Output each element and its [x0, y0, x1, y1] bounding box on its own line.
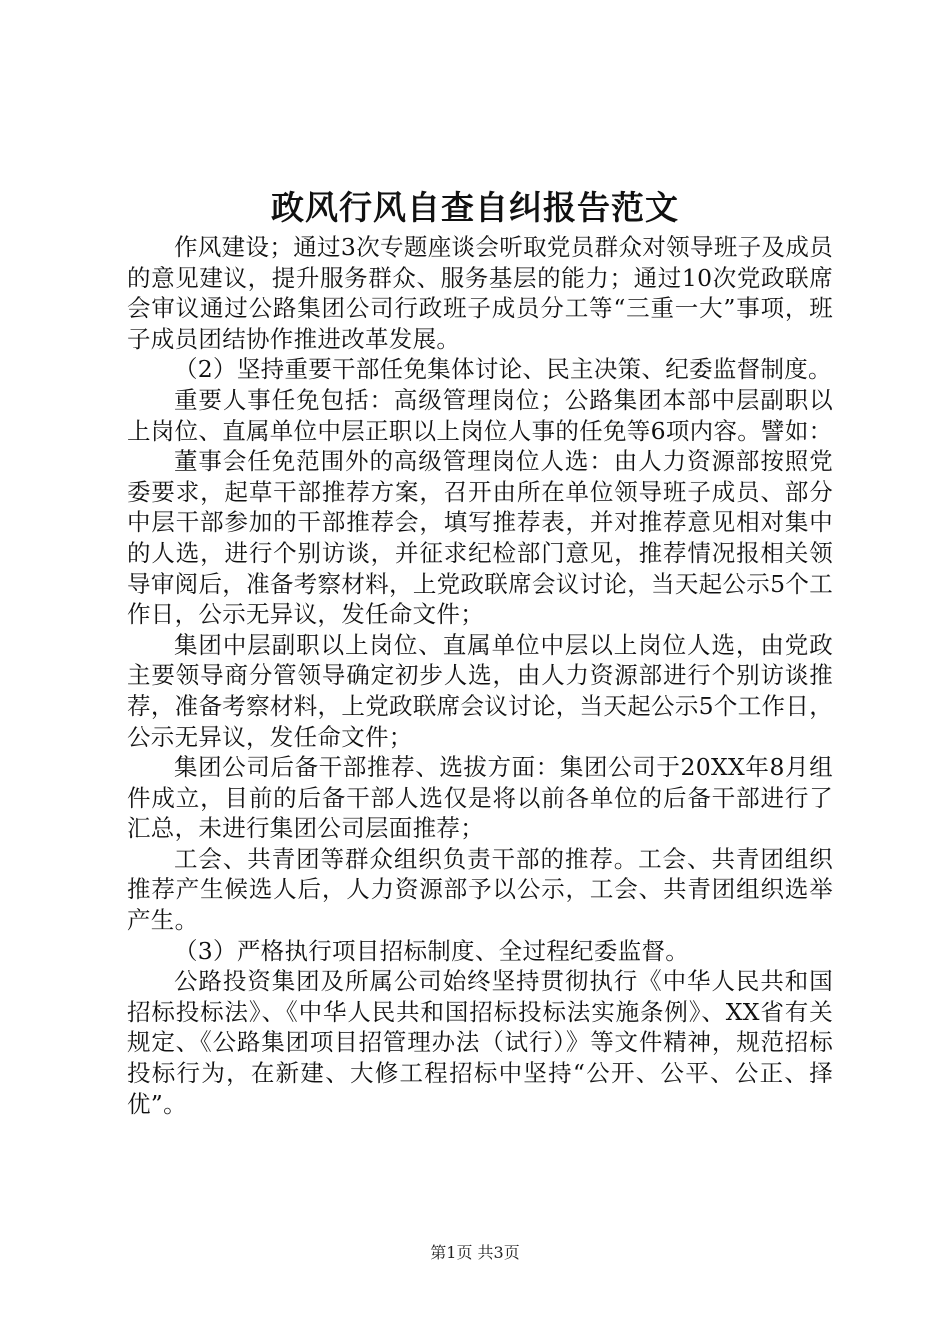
paragraph-section-3-heading: （3）严格执行项目招标制度、全过程纪委监督。	[174, 936, 690, 965]
paragraph-personnel-appointments: 重要人事任免包括：高级管理岗位；公路集团本部中层副职以上岗位、直属单位中层正职以上岗位人事的任免等6项内容。譬如：	[127, 385, 833, 445]
paragraph-work-style: 作风建设；通过3次专题座谈会听取党员群众对领导班子及成员的意见建议，提升服务群众、服务基层的能力；通过10次党政联席会审议通过公路集团公司行政班子成员分工等“三重一大”事项，班子成员团结协作推进改革发展。	[127, 233, 833, 353]
paragraph-mass-organizations: 工会、共青团等群众组织负责干部的推荐。工会、共青团组织推荐产生候选人后，人力资源部予以公示，工会、共青团组织选举产生。	[127, 844, 833, 935]
document-title: 政风行风自查自纠报告范文	[271, 188, 679, 227]
document-body	[127, 232, 833, 1119]
paragraph-bidding-law: 公路投资集团及所属公司始终坚持贯彻执行《中华人民共和国招标投标法》、《中华人民共和国招标投标法实施条例》、XX省有关规定、《公路集团项目招管理办法（试行）》等文件精神，规范招标投标行为，在新建、大修工程招标中坚持“公开、公平、公正、择优”。	[127, 967, 833, 1118]
paragraph-reserve-cadres: 集团公司后备干部推荐、选拔方面：集团公司于20XX年8月组件成立，目前的后备干部人选仅是将以前各单位的后备干部进行了汇总，未进行集团公司层面推荐；	[127, 753, 833, 843]
paragraph-section-2-heading: （2）坚持重要干部任免集体讨论、民主决策、纪委监督制度。	[174, 355, 832, 384]
paragraph-senior-management-selection: 董事会任免范围外的高级管理岗位人选：由人力资源部按照党委要求，起草干部推荐方案，召开由所在单位领导班子成员、部分中层干部参加的干部推荐会，填写推荐表，并对推荐意见相对集中的人选，进行个别访谈，并征求纪检部门意见，推荐情况报相关领导审阅后，准备考察材料，上党政联席会议讨论，当天起公示5个工作日，公示无异议，发任命文件；	[127, 447, 833, 629]
page-number-footer: 第1页 共3页	[430, 1243, 520, 1262]
paragraph-middle-management-selection: 集团中层副职以上岗位、直属单位中层以上岗位人选，由党政主要领导商分管领导确定初步人选，由人力资源部进行个别访谈推荐，准备考察材料，上党政联席会议讨论，当天起公示5个工作日，公示无异议，发任命文件；	[127, 630, 833, 751]
